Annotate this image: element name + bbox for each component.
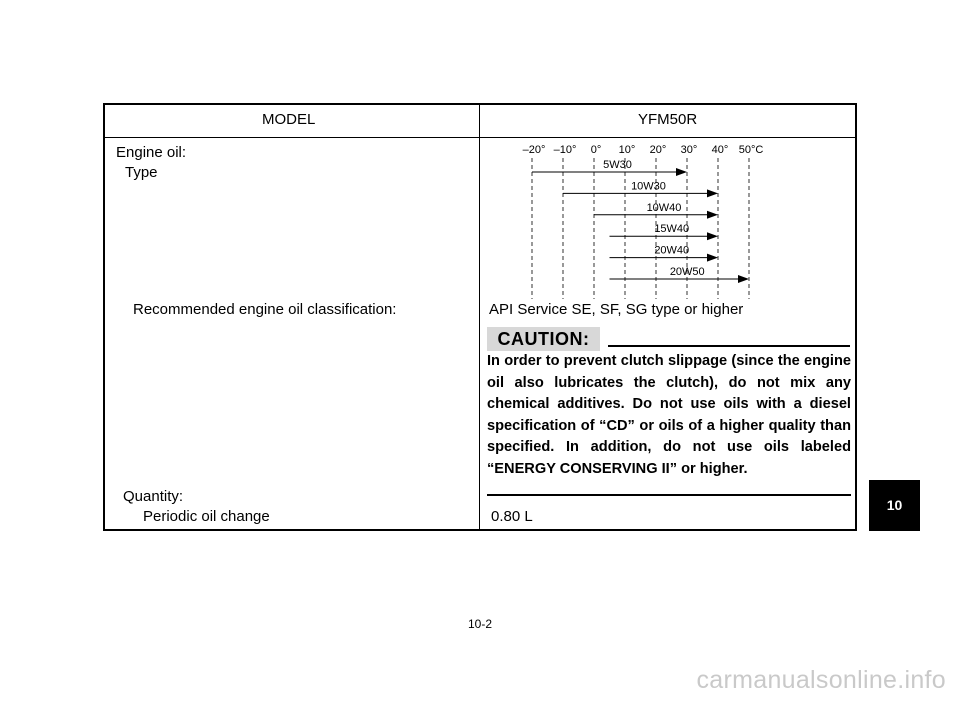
engine-oil-label: Engine oil: bbox=[116, 144, 187, 161]
chart-tick-label: –10° bbox=[553, 144, 577, 156]
caution-text: In order to prevent clutch slippage (since the engine oil also lubricates the clutch), do not mix any chemical additives. Do not use oils with a diesel specification of “CD” or oils of a higher quality than specified. In addition, do not use oils labeled “ENERGY CONSERVING II” or higher. bbox=[487, 353, 851, 477]
chart-tick-label: 50°C bbox=[738, 144, 764, 156]
chart-tick-label: 10° bbox=[618, 144, 636, 156]
chart-tick-label: 40° bbox=[711, 144, 729, 156]
recommended-classification-label: Recommended engine oil classification: bbox=[133, 301, 397, 318]
periodic-oil-change-label: Periodic oil change bbox=[143, 508, 270, 525]
chart-series-label: 15W40 bbox=[654, 223, 690, 236]
oil-temperature-chart bbox=[522, 141, 785, 291]
chart-series-label: 10W40 bbox=[646, 201, 682, 214]
chart-range-arrow bbox=[738, 275, 749, 283]
chart-tick-label: –20° bbox=[522, 144, 546, 156]
recommended-classification-value: API Service SE, SF, SG type or higher bbox=[489, 301, 744, 318]
page-number: 10-2 bbox=[467, 617, 493, 631]
chart-range-arrow bbox=[707, 189, 718, 197]
chart-range-arrow bbox=[707, 232, 718, 240]
chart-series-label: 20W50 bbox=[669, 266, 705, 278]
caution-end-rule bbox=[487, 494, 851, 496]
chart-tick-label: 0° bbox=[590, 144, 602, 156]
header-model: MODEL bbox=[262, 111, 316, 128]
periodic-oil-change-value: 0.80 L bbox=[491, 508, 533, 525]
chart-range-arrow bbox=[707, 211, 718, 219]
chapter-tab[interactable]: 10 bbox=[869, 480, 920, 531]
oil-type-label: Type bbox=[125, 164, 158, 181]
watermark: carmanualsonline.info bbox=[696, 666, 946, 694]
column-divider bbox=[479, 105, 480, 529]
caution-divider bbox=[608, 345, 850, 347]
table-header-row bbox=[105, 105, 855, 138]
chart-series-label: 5W30 bbox=[603, 159, 632, 171]
chart-series-label: 10W30 bbox=[631, 180, 666, 193]
chart-series-label: 20W40 bbox=[654, 244, 690, 257]
chart-tick-label: 20° bbox=[649, 144, 667, 156]
caution-badge: CAUTION: bbox=[487, 327, 600, 351]
header-model-value: YFM50R bbox=[638, 111, 698, 128]
chart-range-arrow bbox=[676, 168, 687, 176]
chart-range-arrow bbox=[707, 254, 718, 262]
quantity-label: Quantity: bbox=[123, 488, 184, 505]
engine-oil-spec-table bbox=[103, 103, 857, 531]
chart-tick-label: 30° bbox=[680, 144, 698, 156]
